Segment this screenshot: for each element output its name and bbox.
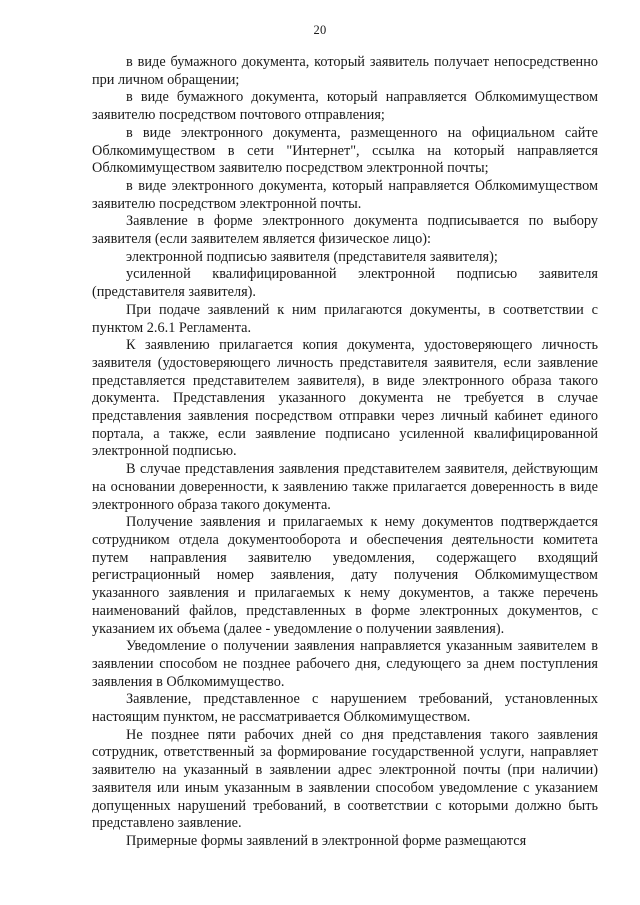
paragraph: Не позднее пяти рабочих дней со дня представления такого заявления сотрудник, ответственный за формирование государственной услуги, направляет заявителю на указанный в заявлении адрес электронной почты (при наличии) заявителя или иным указанным в заявлении способом уведомление с указанием допущенных нарушений требований, в соответствии с которыми должно быть представлено заявление.: [92, 726, 598, 832]
paragraph: При подаче заявлений к ним прилагаются документы, в соответствии с пунктом 2.6.1 Регламента.: [92, 301, 598, 336]
paragraph: в виде электронного документа, размещенного на официальном сайте Облкомимуществом в сети "Интернет", ссылка на который направляется Облкомимуществом заявителю посредством электронной почты;: [92, 124, 598, 177]
paragraph: в виде электронного документа, который направляется Облкомимуществом заявителю посредством электронной почты.: [92, 177, 598, 212]
paragraph: Уведомление о получении заявления направляется указанным заявителем в заявлении способом не позднее рабочего дня, следующего за днем поступления заявления в Облкомимущество.: [92, 638, 598, 690]
paragraph: в виде бумажного документа, который направляется Облкомимуществом заявителю посредством почтового отправления;: [92, 89, 598, 124]
paragraph: В случае представления заявления представителем заявителя, действующим на основании доверенности, к заявлению также прилагается доверенность в виде электронного образа такого документа.: [92, 461, 598, 513]
paragraph: Получение заявления и прилагаемых к нему документов подтверждается сотрудником отдела документооборота и обеспечения деятельности комитета путем направления заявителю уведомления, содержащего входящий регистрационный номер заявления, дату получения Облкомимуществом указанного заявления и прилагаемых к нему документов, а также перечень наименований файлов, представленных в форме электронных документов, с указанием их объема (далее - уведомление о получении заявления).: [92, 514, 598, 637]
page-number: 20: [313, 23, 327, 37]
paragraph: К заявлению прилагается копия документа, удостоверяющего личность заявителя (удостоверяющего личность представителя заявителя, если заявление представляется представителем заявителя), в виде электронного образа такого документа. Представления указанного документа не требуется в случае представления заявления посредством отправки через личный кабинет единого портала, а также, если заявление подписано усиленной квалифицированной электронной подписью.: [92, 337, 598, 460]
document-body: [92, 54, 598, 851]
paragraph: усиленной квалифицированной электронной подписью заявителя (представителя заявителя).: [92, 266, 598, 301]
paragraph: электронной подписью заявителя (представителя заявителя);: [126, 248, 498, 265]
paragraph: в виде бумажного документа, который заявитель получает непосредственно при личном обращении;: [92, 54, 598, 88]
paragraph: Заявление в форме электронного документа подписывается по выбору заявителя (если заявителем является физическое лицо):: [92, 213, 598, 248]
paragraph: Примерные формы заявлений в электронной форме размещаются: [126, 832, 527, 849]
paragraph: Заявление, представленное с нарушением требований, установленных настоящим пунктом, не рассматривается Облкомимуществом.: [92, 691, 598, 726]
